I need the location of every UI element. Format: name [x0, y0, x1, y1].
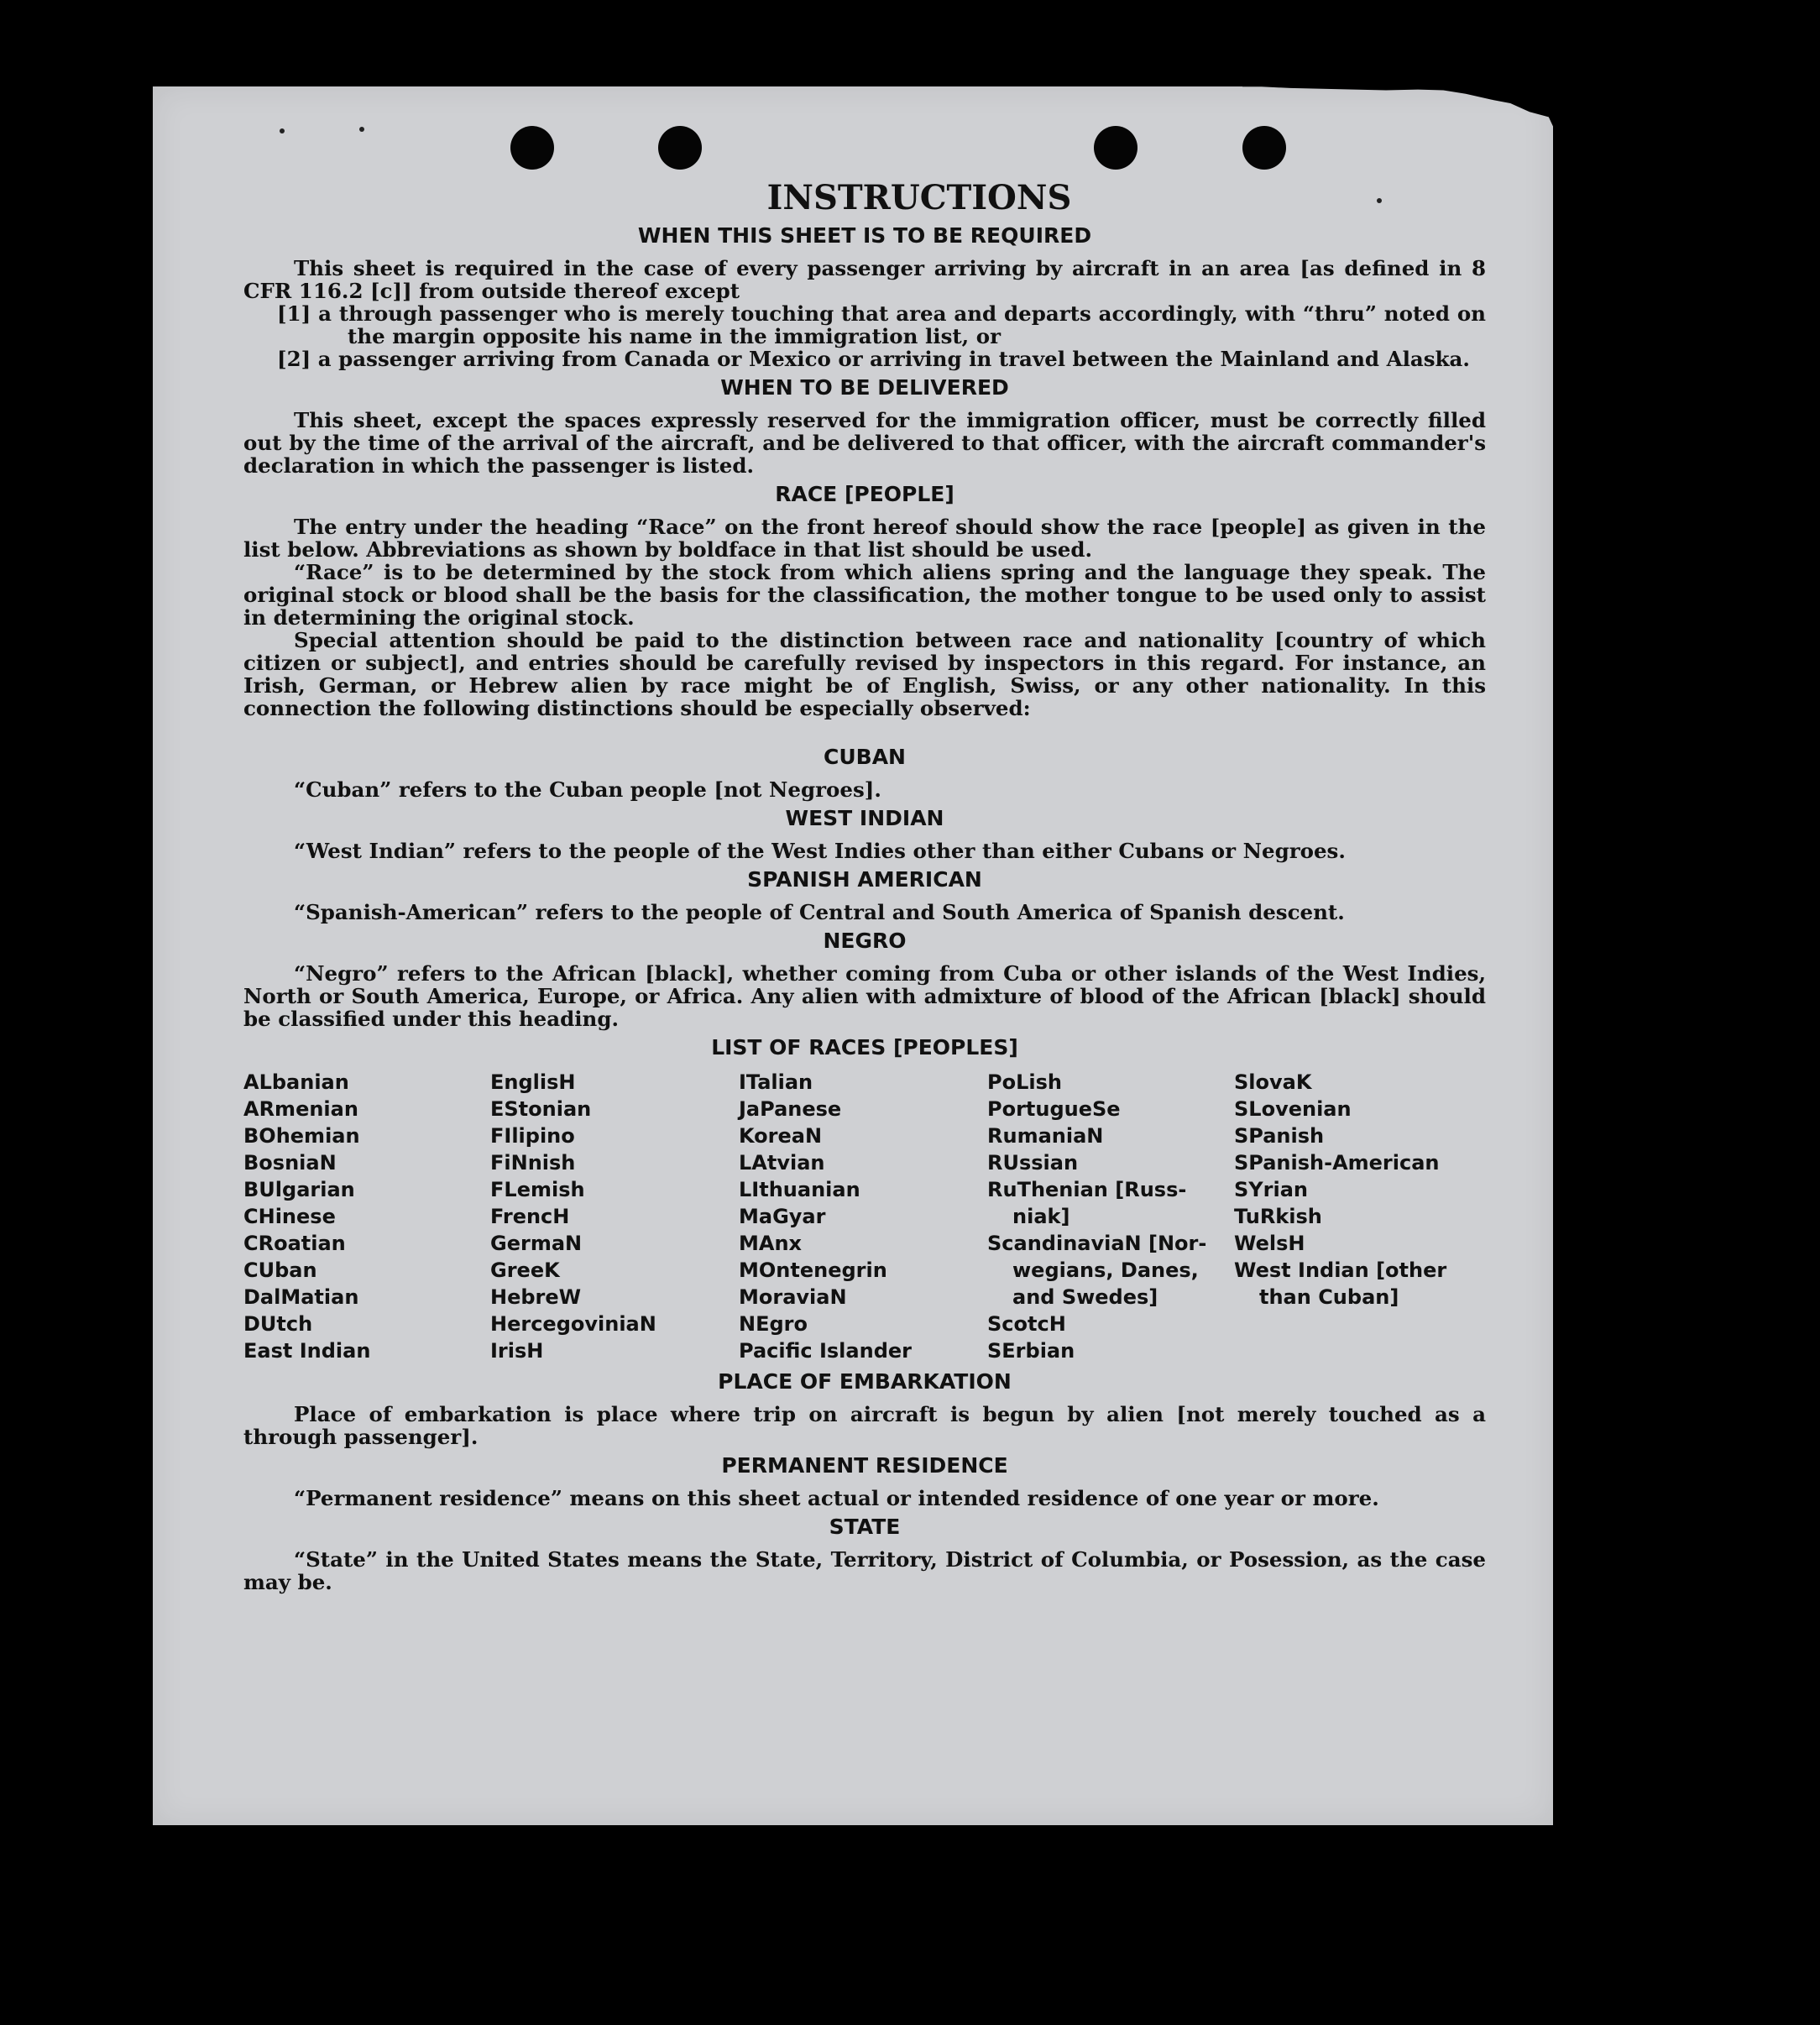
- speck: [359, 127, 364, 132]
- when-required-item-2: [2] a passenger arriving from Canada or Mexico or arriving in travel between the Mainland and Alaska.: [277, 347, 1470, 371]
- race-item: IrisH: [490, 1339, 544, 1363]
- race-item: RUssian: [987, 1151, 1079, 1175]
- race-item: CHinese: [243, 1205, 336, 1228]
- race-item: PortugueSe: [987, 1097, 1121, 1121]
- heading-embarkation: PLACE OF EMBARKATION: [718, 1369, 1012, 1394]
- races-column-5: [1234, 1069, 1486, 1364]
- race-item: ScandinaviaN [Nor-: [987, 1232, 1207, 1255]
- heading-permanent-residence: PERMANENT RESIDENCE: [721, 1453, 1008, 1478]
- race-item: ITalian: [739, 1070, 813, 1094]
- race-item: MoraviaN: [739, 1285, 847, 1309]
- heading-spanish-american: SPANISH AMERICAN: [747, 867, 982, 892]
- punch-hole-1: [510, 126, 554, 170]
- cuban-text: “Cuban” refers to the Cuban people [not Negroes].: [294, 777, 881, 802]
- race-item: BUlgarian: [243, 1178, 355, 1201]
- punch-hole-4: [1242, 126, 1286, 170]
- embarkation-text: Place of embarkation is place where trip on aircraft is begun by alien [not merely touched as a through passenger].: [243, 1402, 1486, 1449]
- race-item: DalMatian: [243, 1285, 359, 1309]
- race-item: BOhemian: [243, 1124, 360, 1148]
- race-item: MAnx: [739, 1232, 803, 1255]
- race-item: ARmenian: [243, 1097, 358, 1121]
- race-item: GreeK: [490, 1258, 560, 1282]
- race-item: PoLish: [987, 1070, 1062, 1094]
- race-item: WelsH: [1234, 1232, 1305, 1255]
- race-item: JaPanese: [739, 1097, 842, 1121]
- state-text: “State” in the United States means the State, Territory, District of Columbia, or Posession, as the case may be.: [243, 1547, 1486, 1594]
- race-item: East Indian: [243, 1339, 371, 1363]
- when-delivered-text: This sheet, except the spaces expressly reserved for the immigration officer, must be correctly filled out by the time of the arrival of the aircraft, and be delivered to that officer, with the aircraft commander's declaration in which the passenger is listed.: [243, 408, 1486, 478]
- races-column-1: [243, 1069, 490, 1364]
- page-title: INSTRUCTIONS: [766, 178, 1072, 217]
- races-column-4: [987, 1069, 1234, 1364]
- spanish-american-text: “Spanish-American” refers to the people of Central and South America of Spanish descent.: [294, 900, 1345, 924]
- residence-text: “Permanent residence” means on this sheet actual or intended residence of one year or more.: [294, 1486, 1379, 1510]
- negro-text: “Negro” refers to the African [black], whether coming from Cuba or other islands of the West Indies, North or South America, Europe, or Africa. Any alien with admixture of blood of the African [black] should be classified under this heading.: [243, 961, 1486, 1031]
- punch-hole-3: [1094, 126, 1138, 170]
- race-item: SPanish-American: [1234, 1151, 1440, 1175]
- race-item: GermaN: [490, 1232, 583, 1255]
- race-item: HebreW: [490, 1285, 582, 1309]
- race-item: RumaniaN: [987, 1124, 1104, 1148]
- heading-state: STATE: [829, 1515, 901, 1539]
- race-item: NEgro: [739, 1312, 808, 1336]
- race-item: CUban: [243, 1258, 317, 1282]
- race-item: niak]: [1012, 1205, 1070, 1228]
- race-item: RuThenian [Russ-: [987, 1178, 1187, 1201]
- race-item: SYrian: [1234, 1178, 1309, 1201]
- heading-negro: NEGRO: [823, 929, 907, 953]
- heading-list-of-races: LIST OF RACES [PEOPLES]: [711, 1035, 1018, 1060]
- heading-cuban: CUBAN: [824, 745, 906, 769]
- race-item: EStonian: [490, 1097, 592, 1121]
- race-item: DUtch: [243, 1312, 313, 1336]
- race-item: FLemish: [490, 1178, 585, 1201]
- west-indian-text: “West Indian” refers to the people of the West Indies other than either Cubans or Negroes.: [294, 839, 1346, 863]
- race-item: MaGyar: [739, 1205, 826, 1228]
- race-item: Pacific Islander: [739, 1339, 912, 1363]
- race-item: SLovenian: [1234, 1097, 1352, 1121]
- heading-west-indian: WEST INDIAN: [785, 806, 944, 830]
- race-item: LIthuanian: [739, 1178, 860, 1201]
- race-item: ALbanian: [243, 1070, 349, 1094]
- speck: [280, 128, 285, 133]
- race-item: ScotcH: [987, 1312, 1066, 1336]
- race-item: LAtvian: [739, 1151, 825, 1175]
- races-column-2: [490, 1069, 739, 1364]
- heading-race: RACE [PEOPLE]: [775, 482, 954, 506]
- race-item: TuRkish: [1234, 1205, 1322, 1228]
- punch-hole-2: [658, 126, 702, 170]
- race-item: BosniaN: [243, 1151, 337, 1175]
- race-item: SlovaK: [1234, 1070, 1312, 1094]
- heading-when-required: WHEN THIS SHEET IS TO BE REQUIRED: [637, 223, 1092, 248]
- race-item: FIlipino: [490, 1124, 575, 1148]
- race-item: West Indian [other: [1234, 1258, 1447, 1282]
- race-item: CRoatian: [243, 1232, 346, 1255]
- race-item: MOntenegrin: [739, 1258, 887, 1282]
- race-paragraph-3: Special attention should be paid to the distinction between race and nationality [country of which citizen or subject], and entries should be carefully revised by inspectors in this regard. For instance, an Irish, German, or Hebrew alien by race might be of English, Swiss, or any other nationality. In this connection the following distinctions should be especially observed:: [243, 628, 1486, 720]
- races-column-3: [739, 1069, 987, 1364]
- instructions-content: [243, 178, 1486, 1593]
- race-paragraph-2: “Race” is to be determined by the stock from which aliens spring and the language they speak. The original stock or blood shall be the basis for the classification, the mother tongue to be used only to assist in determining the original stock.: [243, 560, 1486, 630]
- race-item: KoreaN: [739, 1124, 823, 1148]
- race-item: FrencH: [490, 1205, 570, 1228]
- race-item: FiNnish: [490, 1151, 576, 1175]
- race-item: SPanish: [1234, 1124, 1325, 1148]
- heading-when-delivered: WHEN TO BE DELIVERED: [720, 375, 1009, 400]
- race-item: and Swedes]: [1012, 1285, 1158, 1309]
- race-paragraph-1: The entry under the heading “Race” on the front hereof should show the race [people] as given in the list below. Abbreviations as shown by boldface in that list should be used.: [243, 515, 1486, 562]
- when-required-intro: This sheet is required in the case of every passenger arriving by aircraft in an area [as defined in 8 CFR 116.2 [c]] from outside thereof except: [243, 256, 1486, 303]
- race-item: wegians, Danes,: [1012, 1258, 1199, 1282]
- race-item: SErbian: [987, 1339, 1075, 1363]
- race-item: EnglisH: [490, 1070, 576, 1094]
- race-item: HercegoviniaN: [490, 1312, 656, 1336]
- race-item: than Cuban]: [1259, 1285, 1399, 1309]
- races-list: [243, 1069, 1486, 1364]
- when-required-item-1: [1] a through passenger who is merely touching that area and departs accordingly, with “thru” noted on the margin opposite his name in the immigration list, or: [277, 301, 1486, 348]
